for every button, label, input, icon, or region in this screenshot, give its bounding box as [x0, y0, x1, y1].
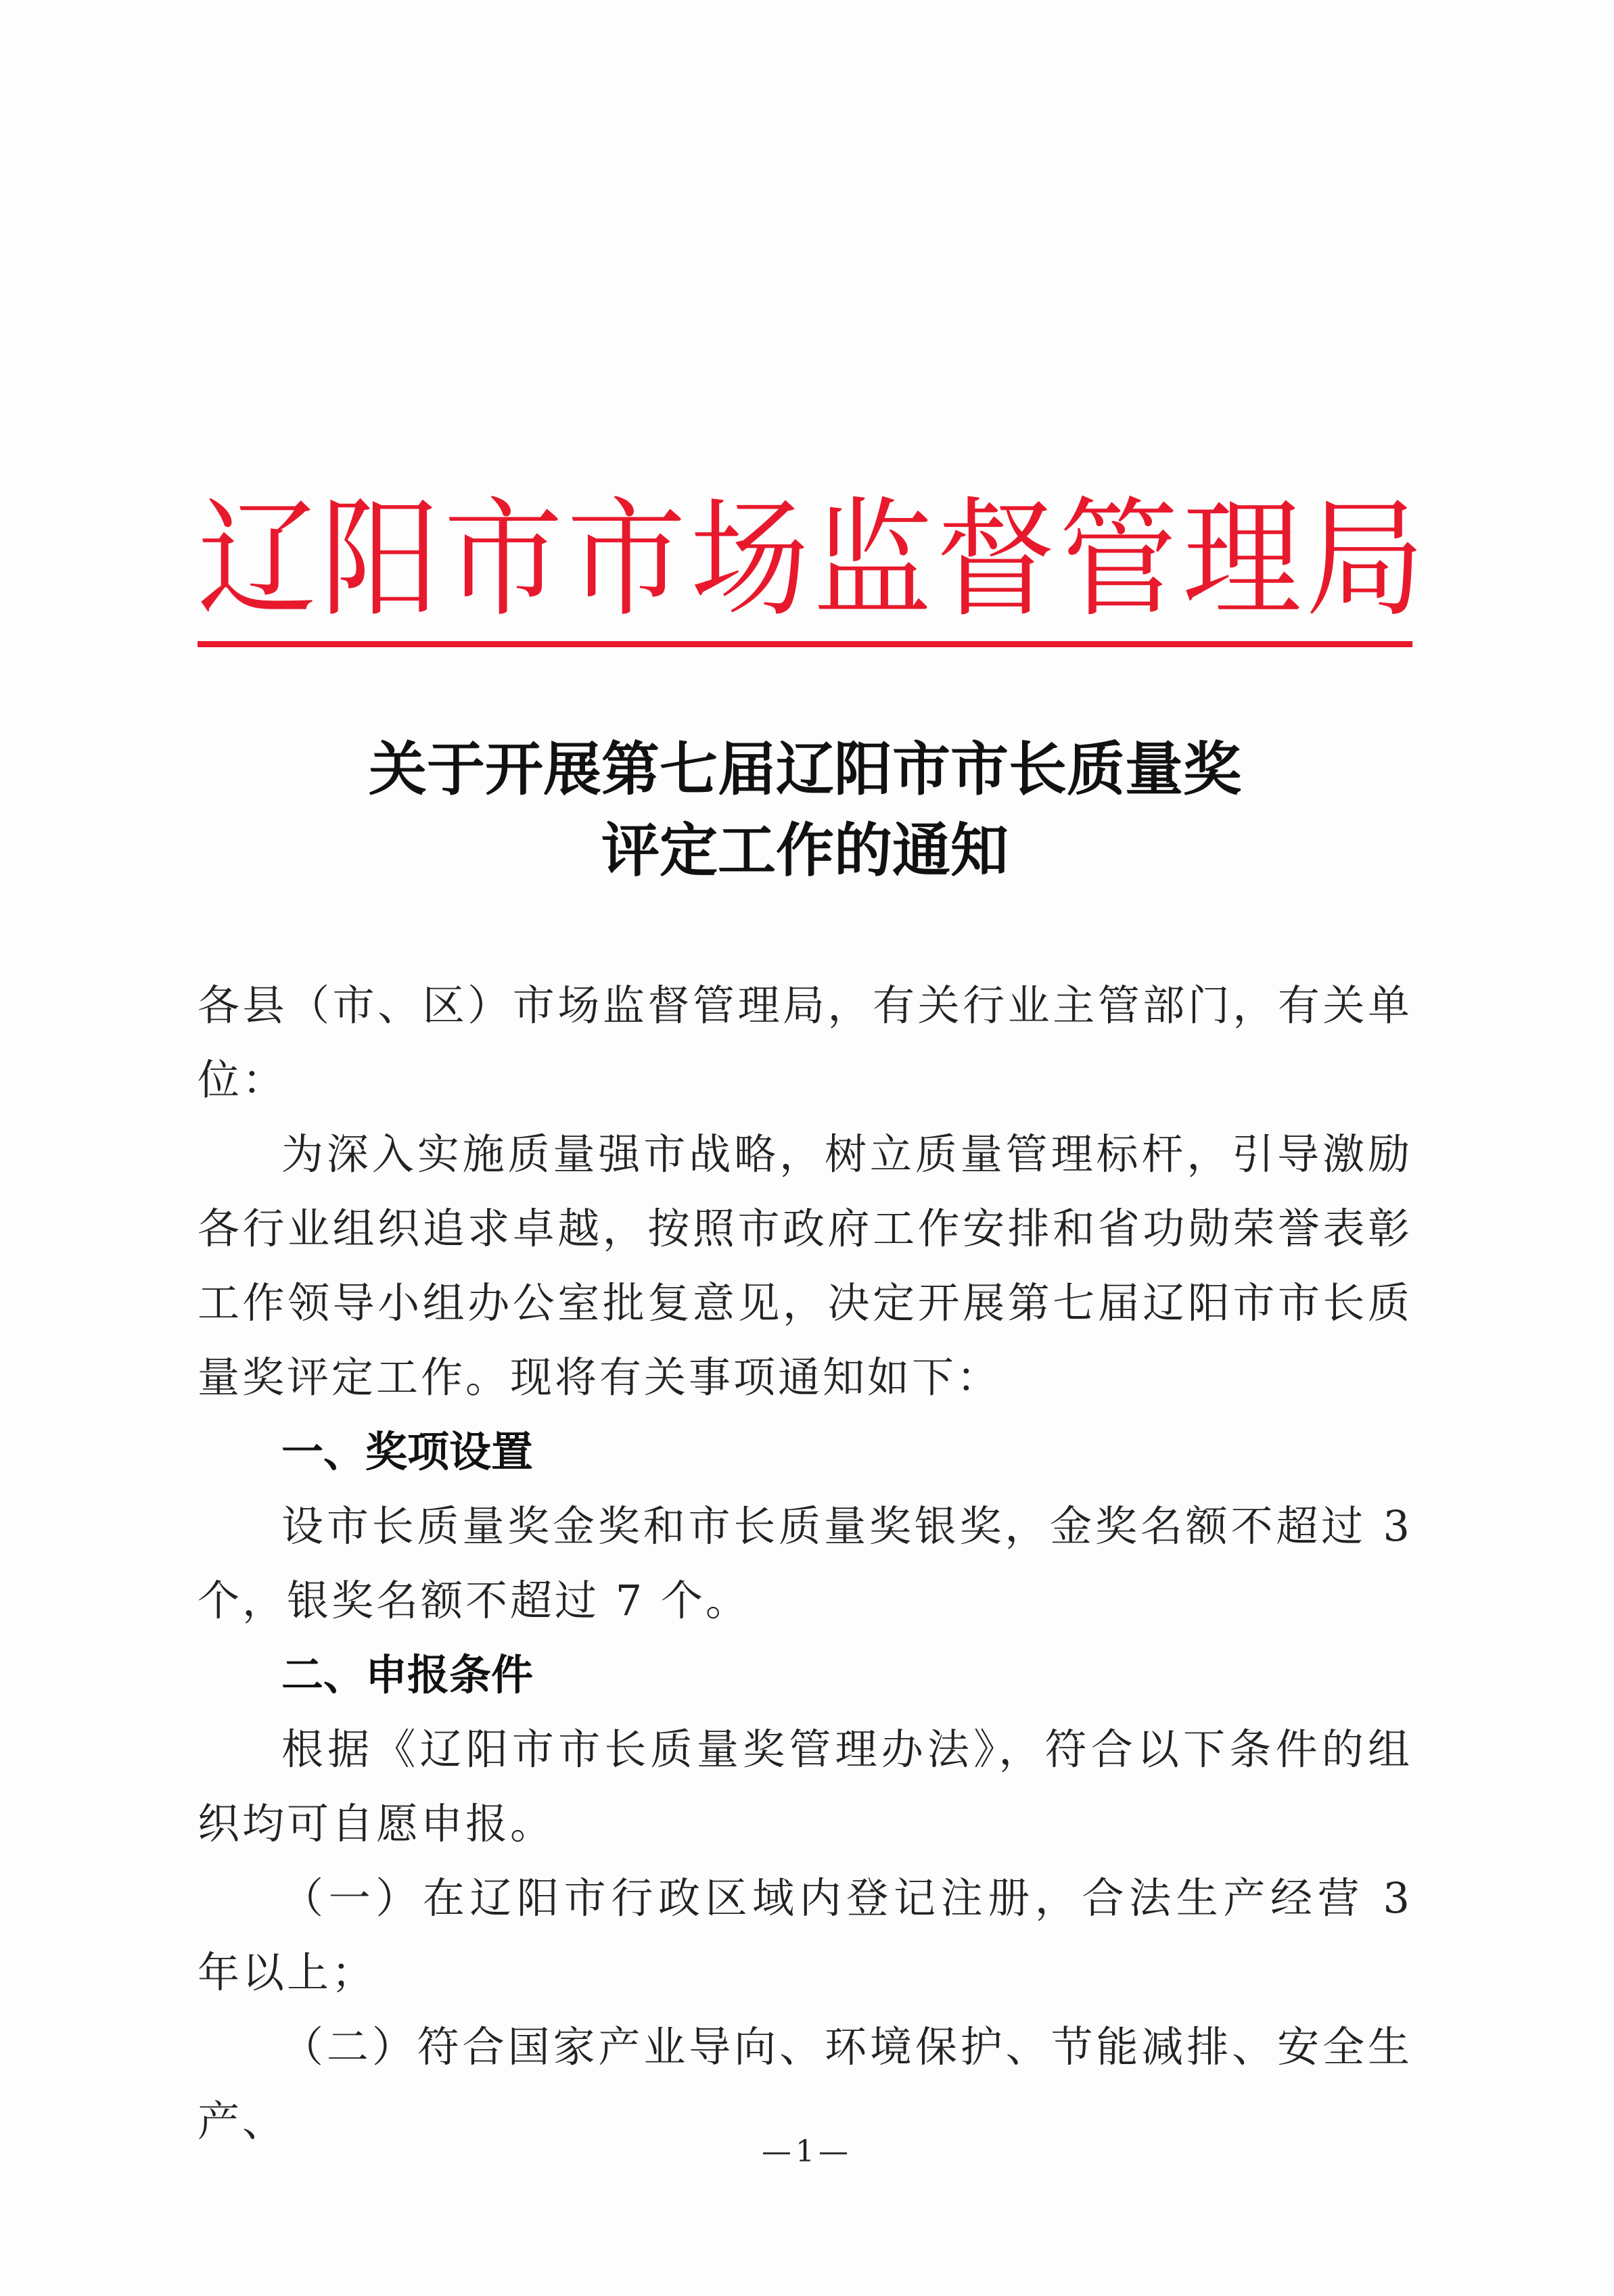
title-line-1: 关于开展第七届辽阳市市长质量奖 — [369, 735, 1241, 803]
section-heading-conditions: 二、申报条件 — [281, 1650, 534, 1700]
conditions-paragraph: 根据《辽阳市市长质量奖管理办法》，符合以下条件的组织均可自愿申报。 — [198, 1725, 1412, 1848]
intro-paragraph: 为深入实施质量强市战略，树立质量管理标杆，引导激励各行业组织追求卓越，按照市政府工作安排和省功勋荣誉表彰工作领导小组办公室批复意见，决定开展第七届辽阳市市长质量奖评定工作。现将有关事项通知如下： — [198, 1129, 1412, 1402]
letterhead-org-name: 辽阳市市场监督管理局 — [198, 484, 1429, 635]
addressee: 各县（市、区）市场监督管理局，有关行业主管部门，有关单位： — [198, 981, 1412, 1104]
condition-item-1: （一）在辽阳市行政区域内登记注册，合法生产经营 3 年以上； — [198, 1873, 1412, 1997]
letterhead-red-rule — [198, 641, 1412, 647]
document-body — [198, 968, 1412, 2159]
title-line-2: 评定工作的通知 — [601, 816, 1009, 885]
section-heading-awards: 一、奖项设置 — [281, 1427, 534, 1476]
awards-paragraph: 设市长质量奖金奖和市长质量奖银奖，金奖名额不超过 3 个，银奖名额不超过 7 个。 — [198, 1501, 1412, 1625]
document-title — [198, 729, 1412, 891]
condition-item-2: （二）符合国家产业导向、环境保护、节能减排、安全生产、 — [198, 2022, 1412, 2146]
page-number: —1— — [762, 2134, 852, 2169]
